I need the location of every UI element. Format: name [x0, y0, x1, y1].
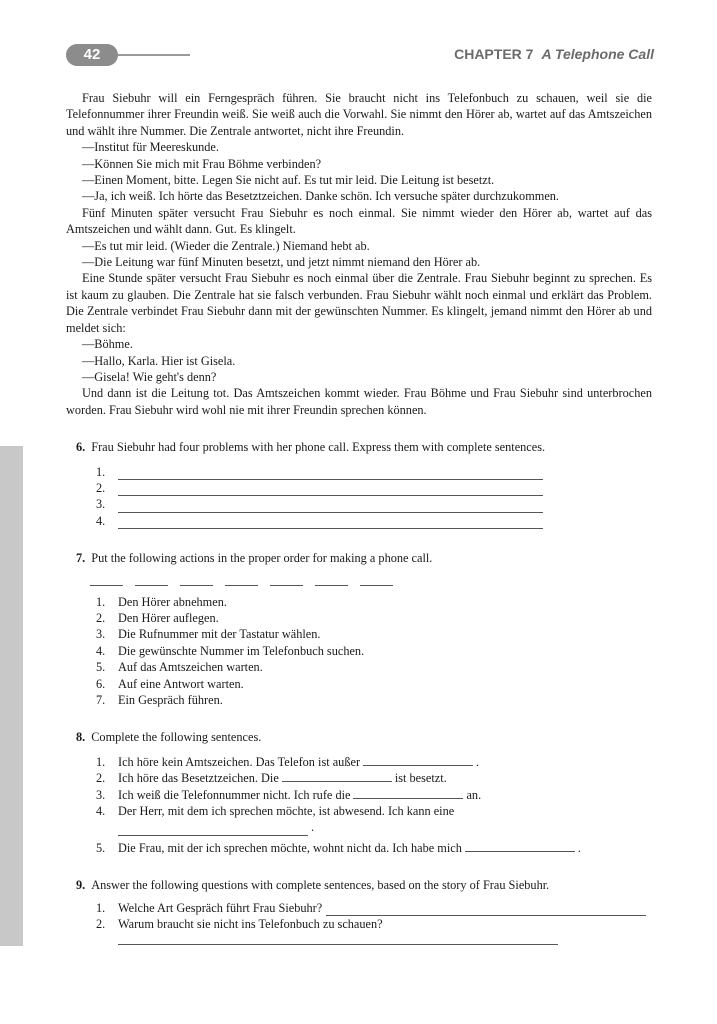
order-blank[interactable]	[180, 579, 213, 586]
fill-blank[interactable]	[363, 754, 473, 766]
item-text: Die Rufnummer mit der Tastatur wählen.	[118, 627, 321, 642]
item-text: Den Hörer abnehmen.	[118, 594, 227, 609]
story-paragraph: Und dann ist die Leitung tot. Das Amtszeichen kommt wieder. Frau Böhme und Frau Siebuhr sind unterbrochen worden. Frau Siebuhr wird wohl nie mit ihrer Freundin sprechen können.	[66, 386, 652, 417]
page-header	[66, 42, 654, 68]
exercise-prompt-text: Complete the following sentences.	[91, 730, 262, 745]
list-item	[66, 610, 652, 626]
item-number: 4.	[96, 513, 106, 528]
answer-blank[interactable]	[118, 516, 543, 529]
order-blank[interactable]	[135, 579, 168, 586]
item-number: 3.	[96, 627, 106, 642]
item-number: 1.	[96, 900, 106, 915]
order-blank[interactable]	[360, 579, 393, 586]
dialogue-line: —Hallo, Karla. Hier ist Gisela.	[82, 353, 236, 368]
sentence-end: .	[311, 820, 315, 835]
exercise-number: 8.	[76, 730, 86, 745]
item-text: Die gewünschte Nummer im Telefonbuch suchen.	[118, 643, 365, 658]
item-number: 6.	[96, 676, 106, 691]
answer-row	[66, 480, 652, 496]
exercise-number: 9.	[76, 878, 86, 893]
item-number: 2.	[96, 771, 106, 786]
order-blanks	[66, 579, 652, 586]
story-paragraph: Eine Stunde später versucht Frau Siebuhr es noch einmal über die Zentrale. Frau Siebuhr beginnt zu sprechen. Es ist kaum zu glauben. Die Zentrale hat sie falsch verbunden. Frau Siebuhr wählt noch einmal und erklärt das Problem. Die Zentrale verbindet Frau Siebuhr dann mit der gewünschten Nummer. Es klingelt, jemand nimmt den Hörer ab und meldet sich:	[66, 271, 652, 335]
answer-blank[interactable]	[118, 500, 543, 513]
sentence-part: Die Frau, mit der ich sprechen möchte, wohnt nicht da. Ich habe mich	[118, 840, 462, 855]
sentence-item	[66, 770, 652, 786]
exercise-prompt-text: Answer the following questions with complete sentences, based on the story of Frau Siebuhr.	[91, 878, 550, 893]
answer-row	[66, 513, 652, 529]
item-number: 3.	[96, 787, 106, 802]
dialogue-line: —Institut für Meereskunde.	[82, 140, 219, 155]
sentence-end: .	[476, 754, 480, 769]
item-text: Ein Gespräch führen.	[118, 693, 223, 707]
exercise-number: 6.	[76, 440, 86, 455]
header-rule	[118, 54, 190, 56]
chapter-label: CHAPTER 7	[454, 46, 534, 62]
sentence-part: Ich weiß die Telefonnummer nicht. Ich rufe die	[118, 787, 351, 802]
item-number: 3.	[96, 497, 106, 512]
exercise-9	[66, 877, 652, 945]
item-number: 5.	[96, 660, 106, 675]
fill-blank[interactable]	[282, 770, 392, 782]
dialogue-line: —Gisela! Wie geht's denn?	[82, 369, 217, 384]
dialogue-line: —Die Leitung war fünf Minuten besetzt, und jetzt nimmt niemand den Hörer ab.	[82, 255, 481, 270]
answer-blank[interactable]	[118, 467, 543, 480]
sentence-part: Ich höre kein Amtszeichen. Das Telefon ist außer	[118, 754, 361, 769]
item-number: 1.	[96, 594, 106, 609]
list-item	[66, 643, 652, 659]
item-text: Den Hörer auflegen.	[118, 610, 219, 625]
chapter-heading	[454, 46, 654, 62]
chapter-title: A Telephone Call	[541, 46, 654, 62]
exercise-9-prompt	[66, 877, 652, 893]
story-paragraph: Frau Siebuhr will ein Ferngespräch führen. Sie braucht nicht ins Telefonbuch zu schauen, weil sie die Telefonnummer ihrer Freundin weiß. Sie weiß auch die Vorwahl. Sie nimmt den Hörer ab, wartet auf das Amtszeichen und wählt ihre Nummer. Die Zentrale antwortet, nicht ihre Freundin.	[66, 91, 652, 138]
dialogue-line: —Können Sie mich mit Frau Böhme verbinden?	[82, 156, 322, 171]
exercise-number: 7.	[76, 551, 86, 566]
answer-row	[66, 496, 652, 512]
item-number: 1.	[96, 464, 106, 479]
dialogue-line: —Böhme.	[82, 337, 133, 352]
sentence-part: Der Herr, mit dem ich sprechen möchte, ist abwesend. Ich kann eine	[118, 804, 455, 819]
exercise-6	[66, 439, 652, 529]
question-list	[66, 900, 652, 946]
question-text: Warum braucht sie nicht ins Telefonbuch zu schauen?	[118, 917, 383, 932]
story-paragraph: Fünf Minuten später versucht Frau Siebuhr es noch einmal. Sie nimmt wieder den Hörer ab, wartet auf das Amtszeichen und wählt dann. Gut. Es klingelt.	[66, 205, 652, 237]
answer-blank[interactable]	[118, 483, 543, 496]
sentence-continuation	[66, 819, 652, 835]
exercise-8-prompt	[66, 729, 652, 745]
sentence-end: ist besetzt.	[394, 771, 447, 786]
exercise-7-prompt	[66, 550, 652, 566]
order-blank[interactable]	[90, 579, 123, 586]
page-edge-tab	[0, 446, 23, 946]
fill-blank[interactable]	[465, 840, 575, 852]
dialogue-line: —Es tut mir leid. (Wieder die Zentrale.) Niemand hebt ab.	[82, 238, 370, 253]
sentence-item	[66, 787, 652, 803]
answer-blank[interactable]	[118, 932, 558, 945]
sentence-item	[66, 754, 652, 770]
item-number: 2.	[96, 610, 106, 625]
item-text: Auf eine Antwort warten.	[118, 676, 244, 691]
item-number: 7.	[96, 693, 106, 707]
order-blank[interactable]	[270, 579, 303, 586]
sentence-item	[66, 803, 652, 819]
list-item	[66, 659, 652, 675]
answer-continuation	[66, 932, 652, 945]
question-item	[66, 916, 652, 932]
item-number: 4.	[96, 643, 106, 658]
exercise-7	[66, 550, 652, 708]
answer-row	[66, 464, 652, 480]
order-blank[interactable]	[315, 579, 348, 586]
sentence-text	[118, 754, 479, 770]
answer-lines	[66, 464, 652, 530]
item-text: Auf das Amtszeichen warten.	[118, 660, 263, 675]
exercise-prompt-text: Put the following actions in the proper order for making a phone call.	[91, 551, 433, 566]
sentence-text	[118, 787, 481, 803]
list-item	[66, 692, 652, 708]
fill-blank[interactable]	[353, 787, 463, 799]
sentence-list	[66, 754, 652, 856]
list-item	[66, 626, 652, 642]
answer-blank[interactable]	[326, 903, 646, 916]
sentence-text	[118, 840, 581, 856]
action-list	[66, 594, 652, 709]
list-item	[66, 594, 652, 610]
order-blank[interactable]	[225, 579, 258, 586]
page-number-badge: 42	[66, 44, 118, 66]
question-item	[66, 900, 652, 916]
sentence-part: Ich höre das Besetztzeichen. Die	[118, 771, 279, 786]
dialogue-line: —Ja, ich weiß. Ich hörte das Besetztzeichen. Danke schön. Ich versuche später durchzukommen.	[82, 189, 560, 204]
question-text: Welche Art Gespräch führt Frau Siebuhr?	[118, 900, 323, 915]
item-number: 1.	[96, 754, 106, 769]
exercise-prompt-text: Frau Siebuhr had four problems with her phone call. Express them with complete sentences.	[91, 440, 546, 455]
item-number: 2.	[96, 917, 106, 932]
exercise-6-prompt	[66, 439, 652, 455]
item-number: 5.	[96, 840, 106, 855]
sentence-end: an.	[466, 787, 482, 802]
sentence-item	[66, 840, 652, 856]
page-content	[66, 90, 652, 949]
list-item	[66, 676, 652, 692]
item-number: 2.	[96, 480, 106, 495]
dialogue-line: —Einen Moment, bitte. Legen Sie nicht auf. Es tut mir leid. Die Leitung ist besetzt.	[82, 173, 495, 188]
sentence-end: .	[577, 840, 581, 855]
sentence-text	[118, 770, 447, 786]
fill-blank[interactable]	[118, 824, 308, 836]
item-number: 4.	[96, 804, 106, 819]
exercise-8	[66, 729, 652, 856]
story-text	[66, 90, 652, 418]
